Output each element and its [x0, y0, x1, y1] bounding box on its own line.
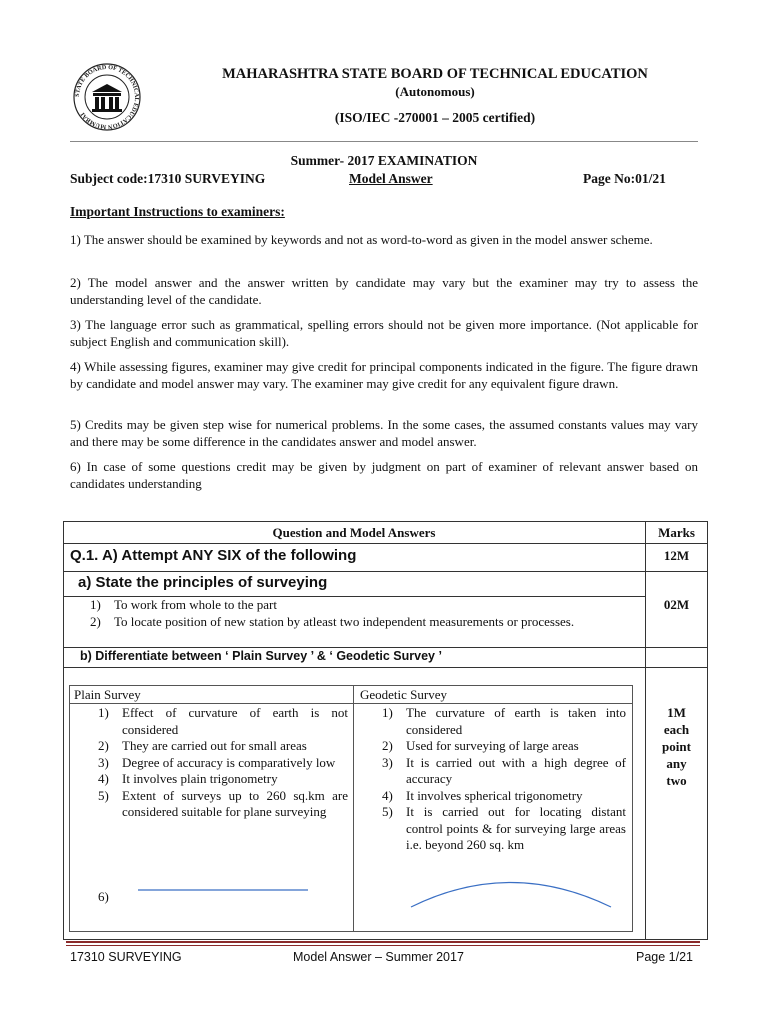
page-number: Page No:01/21	[583, 171, 666, 186]
item-number: 2)	[382, 738, 393, 753]
geodetic-survey-header: Geodetic Survey	[360, 687, 448, 702]
msbte-logo	[72, 62, 142, 132]
geodetic-survey-points	[372, 705, 626, 854]
item-number: 4)	[382, 787, 393, 803]
item-text: It is carried out with a high degree of accuracy	[406, 754, 626, 786]
footer-page: Page 1/21	[636, 950, 693, 964]
item-text: Effect of curvature of earth is not considered	[122, 705, 348, 737]
model-answer-label: Model Answer	[349, 171, 433, 186]
item-number: 5)	[98, 787, 109, 803]
item-number: 3)	[382, 754, 393, 770]
instruction-5: 5) Credits may be given step wise for numerical problems. In the some cases, the assumed constants values may vary and there may be some difference in the candidates answer and model answer.	[70, 417, 698, 449]
subject-code: Subject code:17310 SURVEYING	[70, 171, 266, 186]
row-divider	[63, 571, 708, 572]
principles-list	[80, 597, 640, 630]
row-divider	[63, 667, 708, 668]
list-item	[372, 738, 626, 755]
question-b-heading: b) Differentiate between ‘ Plain Survey ’ & ‘ Geodetic Survey ’	[80, 649, 442, 663]
plain-survey-header: Plain Survey	[74, 687, 141, 702]
list-item	[88, 738, 348, 755]
row-divider	[63, 543, 708, 544]
marks-line: each	[663, 722, 690, 737]
list-item	[88, 788, 348, 821]
board-title: MAHARASHTRA STATE BOARD OF TECHNICAL EDUCATION	[222, 66, 648, 82]
item-text: Degree of accuracy is comparatively low	[122, 754, 336, 770]
list-item	[372, 755, 626, 788]
question-1-heading: Q.1. A) Attempt ANY SIX of the following	[70, 547, 357, 564]
plain-survey-points	[88, 705, 348, 821]
question-1-marks: 12M	[663, 548, 690, 563]
list-item	[88, 705, 348, 738]
item-number: 1)	[90, 597, 101, 612]
item-number: 1)	[98, 705, 109, 720]
item-number: 3)	[98, 754, 109, 770]
marks-line: two	[666, 773, 687, 788]
plain-survey-straight-line-figure	[130, 880, 320, 900]
item-number: 1)	[382, 705, 393, 720]
question-a-heading: a) State the principles of surveying	[78, 574, 328, 591]
instruction-3: 3) The language error such as grammatical, spelling errors should not be given more importance. (Not applicable for subject English and communication skill).	[70, 317, 698, 349]
list-item	[372, 788, 626, 805]
item-text: They are carried out for small areas	[122, 738, 307, 753]
item-text: To work from whole to the part	[114, 597, 277, 612]
list-item	[80, 614, 640, 631]
iso-certification: (ISO/IEC -270001 – 2005 certified)	[334, 110, 536, 125]
svg-text:STATE BOARD OF TECHNICAL EDUCA: STATE BOARD OF TECHNICAL EDUCATION MUMBAI	[73, 63, 141, 131]
list-item	[372, 705, 626, 738]
footer-rule	[66, 941, 700, 943]
question-b-marks	[645, 704, 708, 789]
row-divider	[63, 647, 708, 648]
instruction-6: 6) In case of some questions credit may be given by judgment on part of examiner of relevant answer based on candidates understanding	[70, 459, 698, 491]
geodetic-survey-curved-line-figure	[405, 868, 620, 912]
instructions-heading: Important Instructions to examiners:	[70, 204, 285, 219]
item-text: Used for surveying of large areas	[406, 738, 579, 753]
list-item	[372, 804, 626, 854]
list-item	[88, 771, 348, 788]
item-number: 2)	[98, 738, 109, 753]
marks-line: any	[666, 756, 687, 771]
comparison-divider	[353, 685, 354, 932]
item-number: 5)	[382, 804, 393, 819]
list-item	[80, 597, 640, 614]
item-text: The curvature of earth is taken into considered	[406, 705, 626, 737]
footer-title: Model Answer – Summer 2017	[293, 950, 464, 964]
footer-rule-thin	[66, 945, 700, 946]
exam-title: Summer- 2017 EXAMINATION	[290, 153, 478, 168]
list-item	[88, 755, 348, 772]
column-header-question: Question and Model Answers	[272, 525, 436, 540]
marks-line: 1M	[667, 705, 686, 720]
instruction-1: 1) The answer should be examined by keywords and not as word-to-word as given in the model answer scheme.	[70, 232, 653, 247]
item-text: It involves spherical trigonometry	[406, 787, 583, 803]
question-a-marks: 02M	[663, 597, 690, 612]
item-number: 4)	[98, 771, 109, 786]
item-number: 2)	[90, 613, 101, 629]
item-text: It involves plain trigonometry	[122, 771, 278, 786]
marks-line: point	[662, 739, 691, 754]
instruction-2: 2) The model answer and the answer written by candidate may vary but the examiner may try to assess the understanding level of the candidate.	[70, 275, 698, 307]
instruction-4: 4) While assessing figures, examiner may give credit for principal components indicated in the figure. The figure drawn by candidate and model answer may vary. The examiner may give credit for any equivalent figure drawn.	[70, 359, 698, 391]
comparison-header-divider	[69, 703, 633, 704]
board-autonomous: (Autonomous)	[395, 84, 475, 99]
point-6-number: 6)	[98, 889, 109, 904]
header-divider	[70, 141, 698, 142]
item-text: It is carried out for locating distant control points & for surveying large areas i.e. beyond 260 sq. km	[406, 804, 626, 852]
footer-subject: 17310 SURVEYING	[70, 950, 182, 964]
column-header-marks: Marks	[658, 525, 695, 540]
item-text: Extent of surveys up to 260 sq.km are considered suitable for plane surveying	[122, 787, 348, 819]
item-text: To locate position of new station by atleast two independent measurements or processes.	[114, 613, 575, 629]
